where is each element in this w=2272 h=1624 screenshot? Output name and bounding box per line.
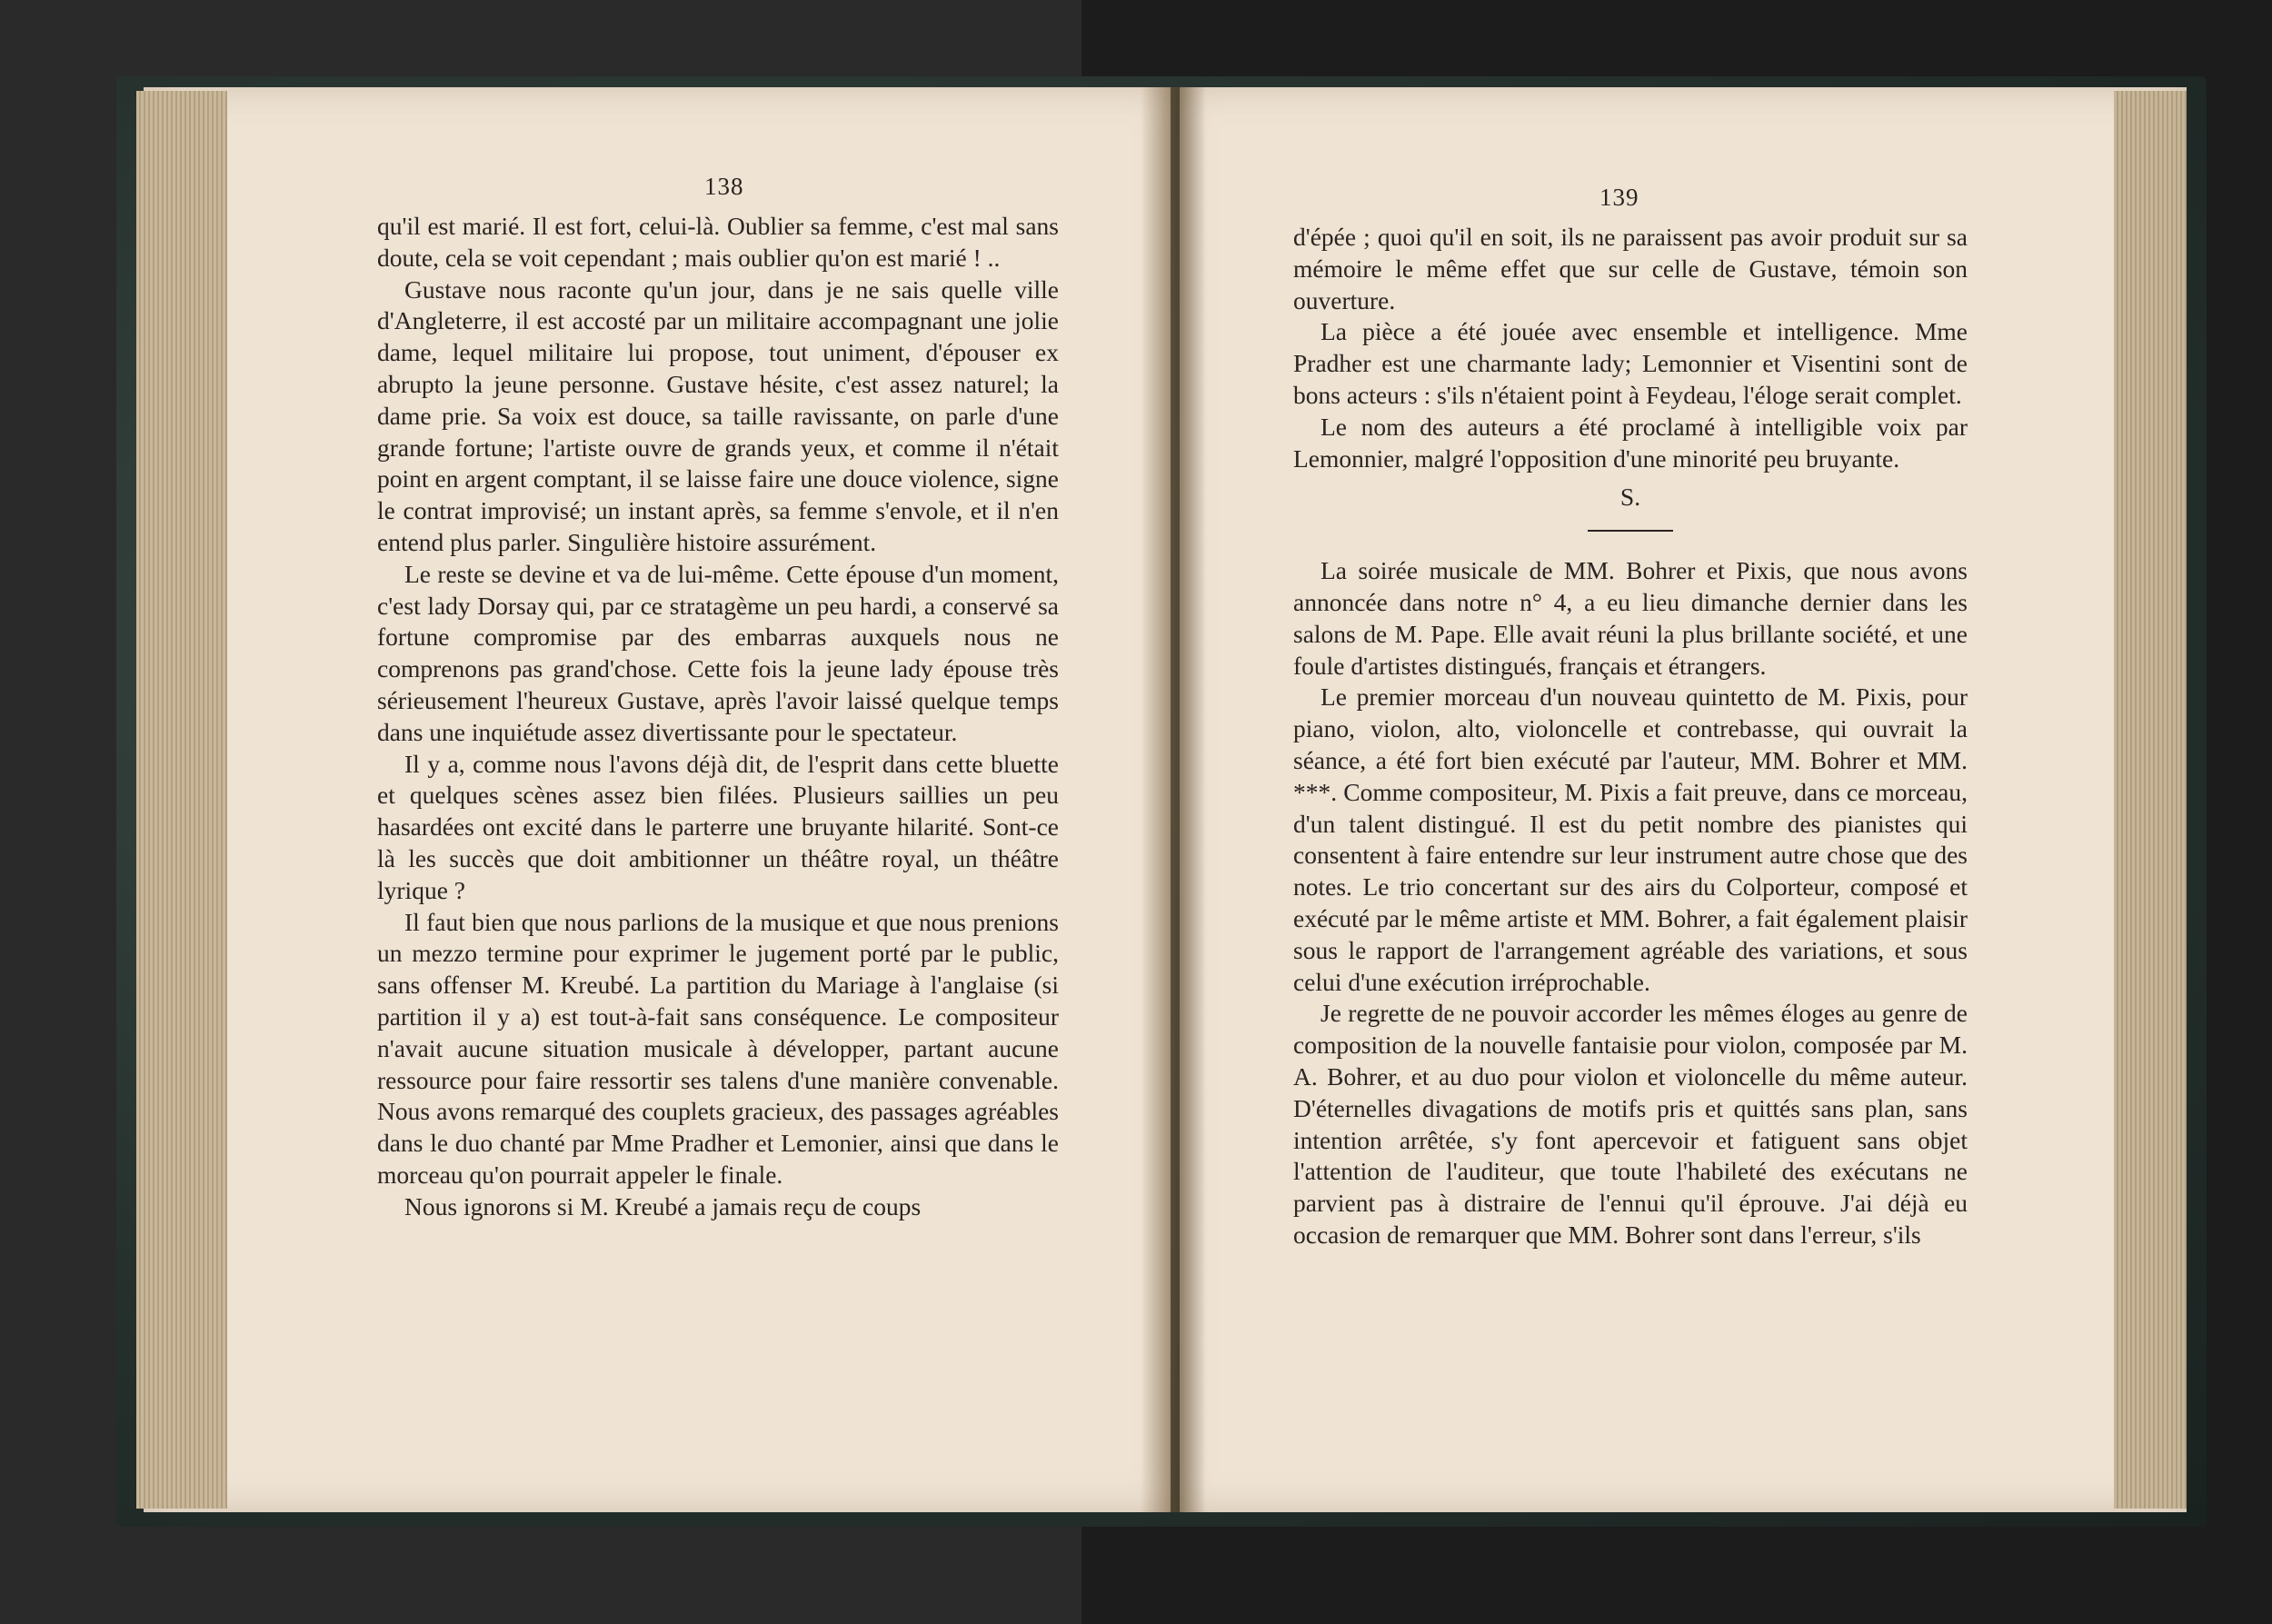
author-signature: S.	[1619, 483, 1641, 512]
book-gutter	[1141, 87, 1206, 1512]
paragraph: Nous ignorons si M. Kreubé a jamais reçu de coups	[404, 1191, 922, 1220]
paragraph: Il y a, comme nous l'avons déjà dit, de l'esprit dans cette bluette et quelques scènes assez bien filées. Plusieurs saillies un peu hasardées ont excité dans le parterre une bruyante hilarité. Sont-ce là les succès que doit ambitionner un théâtre royal, un théâtre lyrique ?	[377, 749, 1059, 904]
paragraph: qu'il est marié. Il est fort, celui-là. Oublier sa femme, c'est mal sans doute, cela se voit cependant ; mais oublier qu'on est marié ! ..	[377, 212, 1059, 272]
paragraph: Gustave nous raconte qu'un jour, dans je ne sais quelle ville d'Angleterre, il est accosté par un militaire accompagnant une jolie dame, lequel militaire lui propose, tout uniment, d'épouser ex abrupto la jeune personne. Gustave hésite, c'est assez naturel; la dame prie. Sa voix est douce, sa taille ravissante, on parle d'une grande fortune; l'artiste ouvre de grands yeux, et comme il n'était point en argent comptant, il se laisse faire une douce violence, signe le contrat improvisé; un instant après, sa femme s'envole, et il n'en entend plus parler. Singulière histoire assurément.	[377, 274, 1059, 556]
paragraph: Le premier morceau d'un nouveau quintetto de M. Pixis, pour piano, violon, alto, violoncelle et contrebasse, qui ouvrait la séance, a été fort bien exécuté par l'auteur, MM. Bohrer et MM. ***. Comme compositeur, M. Pixis a fait preuve, dans ce morceau, d'un talent distingué. Il est du petit nombre des pianistes qui consentent à faire entendre sur leur instrument autre chose que des notes. Le trio concertant sur des airs du Colporteur, composé et exécuté par le même artiste et MM. Bohrer, a fait également plaisir sous le rapport de l'arrangement agréable des variations, et sous celui d'une exécution irréprochable.	[1293, 682, 1968, 996]
paragraph: Le reste se devine et va de lui-même. Cette épouse d'un moment, c'est lady Dorsay qui, par ce stratagème un peu hardi, a conservé sa fortune compromise par des embarras auxquels nous ne comprenons pas grand'chose. Cette fois la jeune lady épouse très sérieusement l'heureux Gustave, après l'avoir laissé quelque temps dans une inquiétude assez divertissante pour le spectateur.	[377, 559, 1059, 746]
section-divider	[1588, 530, 1673, 532]
left-page-number: 138	[704, 173, 744, 200]
left-page-text	[377, 211, 1059, 1223]
paragraph: La soirée musicale de MM. Bohrer et Pixis, que nous avons annoncée dans notre n° 4, a eu lieu dimanche dernier dans les salons de M. Pape. Elle avait réuni la plus brillante société, et une foule d'artistes distingués, français et étrangers.	[1293, 556, 1968, 680]
paragraph: Il faut bien que nous parlions de la musique et que nous prenions un mezzo termine pour exprimer le jugement porté par le public, sans offenser M. Kreubé. La partition du Mariage à l'anglaise (si partition il y a) est tout-à-fait sans conséquence. Le compositeur n'avait aucune situation musicale à développer, partant aucune ressource pour faire ressortir ses talens d'une manière convenable. Nous avons remarqué des couplets gracieux, des passages agréables dans le duo chanté par Mme Pradher et Lemonier, ainsi que dans le morceau qu'on pourrait appeler le finale.	[377, 907, 1059, 1189]
paragraph: Je regrette de ne pouvoir accorder les mêmes éloges au genre de composition de la nouvelle fantaisie pour violon, composée par M. A. Bohrer, et au duo pour violon et violoncelle du même auteur. D'éternelles divagations de motifs pris et quittés sans plan, sans intention arrêtée, s'y font apercevoir et fatiguent sans objet l'attention de l'auditeur, que toute l'habileté des exécutans ne parvient pas à distraire de l'ennui qu'il éprouve. J'ai déjà eu occasion de remarquer que MM. Bohrer sont dans l'erreur, s'ils	[1293, 999, 1968, 1249]
paragraph: d'épée ; quoi qu'il en soit, ils ne paraissent pas avoir produit sur sa mémoire le même effet que sur celle de Gustave, témoin son ouverture.	[1293, 223, 1968, 314]
right-page-text	[1293, 222, 1968, 1251]
right-page-edges	[2114, 91, 2187, 1509]
paragraph: Le nom des auteurs a été proclamé à intelligible voix par Lemonnier, malgré l'opposition d'une minorité peu bruyante.	[1293, 412, 1968, 473]
right-page-number: 139	[1599, 184, 1639, 211]
left-page-edges	[136, 91, 227, 1509]
paragraph: La pièce a été jouée avec ensemble et intelligence. Mme Pradher est une charmante lady; Lemonnier et Visentini sont de bons acteurs : s'ils n'étaient point à Feydeau, l'éloge serait complet.	[1293, 317, 1968, 409]
